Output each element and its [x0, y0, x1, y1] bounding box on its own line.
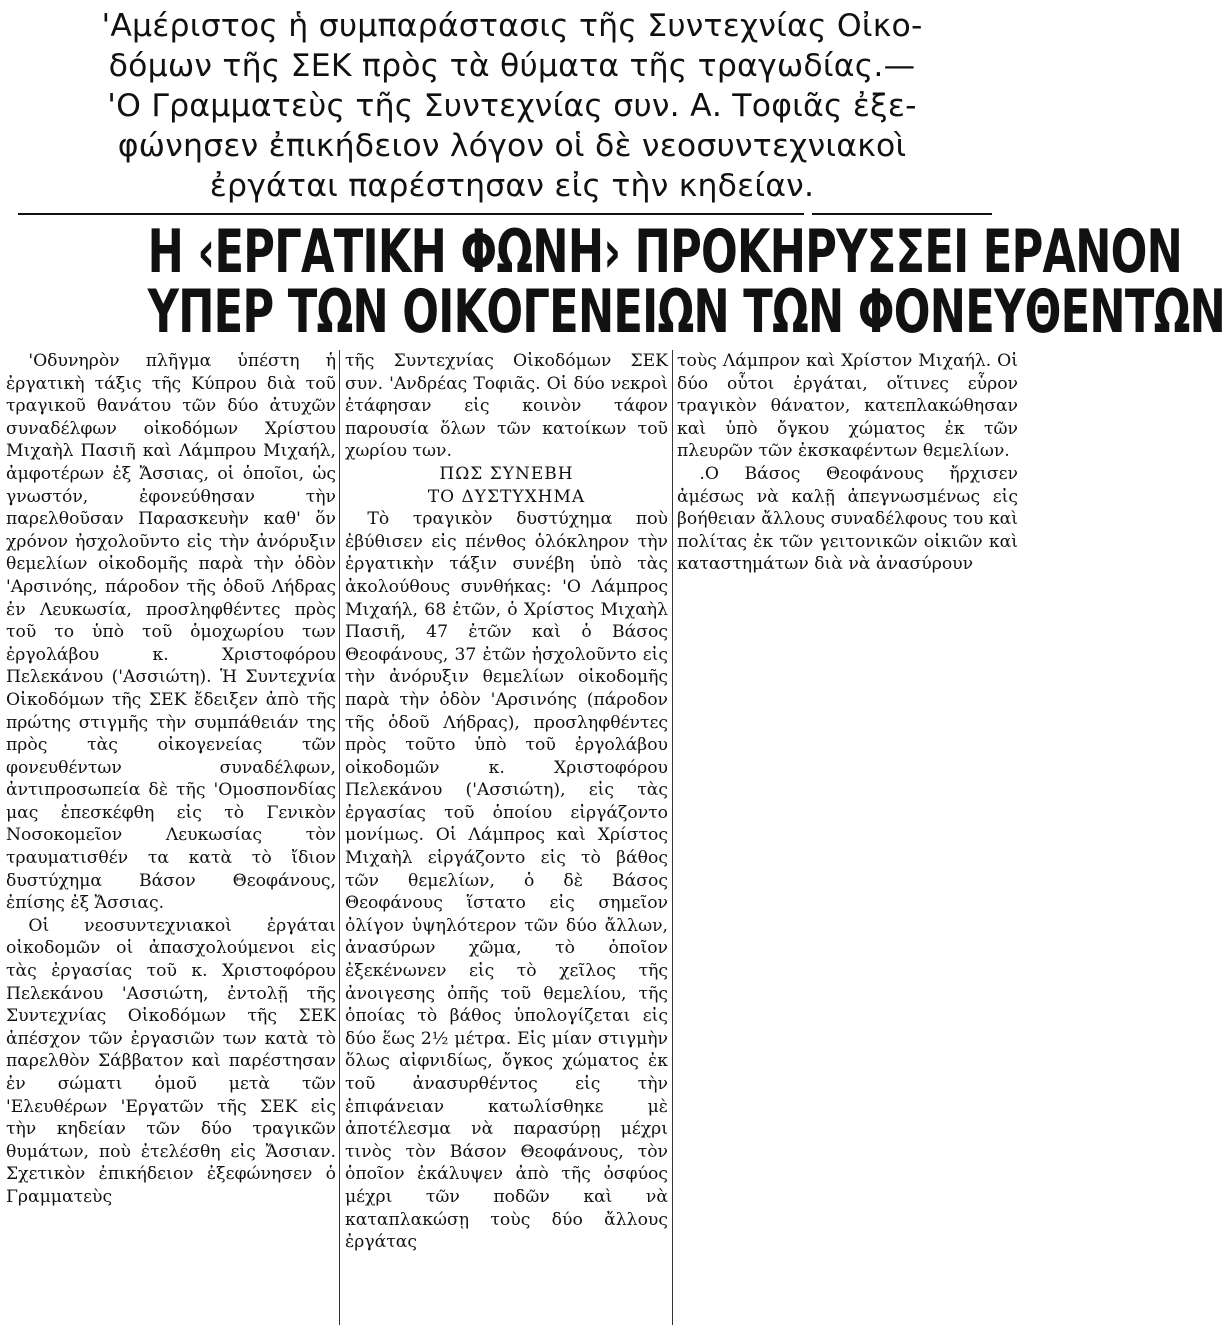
- article-column-3: [677, 350, 1018, 576]
- column-1-paragraph: 'Οδυνηρὸν πλῆγμα ὑπέστη ἡ ἐργατικὴ τάξις τῆς Κύπρου διὰ τοῦ τραγικοῦ θανάτου τῶν δύο ἀτυχῶν συναδέλφων οἰκοδόμων Χρίστου Μιχαὴλ Πασιῆ καὶ Λάμπρου Μιχαήλ, ἀμφοτέρων ἐξ Ἄσσιας, οἱ ὁποῖοι, ὡς γνωστόν, ἐφονεύθησαν τὴν παρελθοῦσαν Παρασκευὴν καθ' ὅν χρόνον ἠσχολοῦντο εἰς τὴν ἀνόρυξιν θεμελίων οἰκοδομῆς παρὰ τὴν ὁδὸν 'Αρσινόης, πάροδον τῆς ὁδοῦ Λήδρας ἐν Λευκωσία, προσληφθέντες πρὸς τοῦ το ὑπὸ τοῦ ὁμοχωρίου των ἐργολάβου κ. Χριστοφόρου Πελεκάνου ('Ασσιώτη). Ἡ Συντεχνία Οἰκοδόμων τῆς ΣΕΚ ἔδειξεν ἀπὸ τῆς πρώτης στιγμῆς τὴν συμπάθειάν της πρὸς τὰς οἰκογενείας τῶν φονευθέντων συναδέλφων, ἀντιπροσωπεία δὲ τῆς 'Ομοσπονδίας μας ἐπεσκέφθη εἰς τὸ Γενικὸν Νοσοκομεῖον Λευκωσίας τὸν τραυματισθέν τα κατὰ τὸ ἴδιον δυστύχημα Βάσον Θεοφάνους, ἐπίσης ἐξ Ἄσσιας.: [6, 351, 336, 914]
- subheading-line-2: ΤΟ ΔΥΣΤΥΧΗΜΑ: [427, 486, 586, 507]
- column-1-paragraph: Οἱ νεοσυντεχνιακοὶ ἐργάται οἰκοδομῶν οἱ ἀπασχολούμενοι εἰς τὰς ἐργασίας τοῦ κ. Χριστοφόρου Πελεκάνου 'Ασσιώτη, ἐντολῇ τῆς Συντεχνίας Οἰκοδόμων τῆς ΣΕΚ ἀπέσχον τῶν ἐργασιῶν των κατὰ τὸ παρελθὸν Σάββατον καὶ παρέστησαν ἐν σώματι ὁμοῦ μετὰ τῶν 'Ελευθέρων 'Εργατῶν τῆς ΣΕΚ εἰς τὴν κηδείαν τῶν δύο τραγικῶν θυμάτων, ποὺ ἐτελέσθη εἰς Ἄσσιαν. Σχετικὸν ἐπικήδειον ἐξεφώνησεν ὁ Γραμματεὺς: [6, 915, 336, 1207]
- lead-line: 'Ο Γραμματεὺς τῆς Συντεχνίας συν. Α. Τοφιᾶς ἐξε-: [107, 88, 917, 124]
- headline: [6, 217, 1225, 347]
- column-2-intro: τῆς Συντεχνίας Οἰκοδόμων ΣΕΚ συν. 'Ανδρέας Τοφιᾶς. Οἱ δύο νεκροὶ ἐτάφησαν εἰς κοινὸν τάφον παρουσία ὅλων τῶν κατοίκων τοῦ χωρίου των.: [345, 351, 668, 462]
- lead-line: ἐργάται παρέστησαν εἰς τὴν κηδείαν.: [209, 168, 815, 204]
- headline-line-1: Η ‹ΕΡΓΑΤΙΚΗ ΦΩΝΗ› ΠΡΟΚΗΡΥΣΣΕΙ ΕΡΑΝΟΝ: [147, 217, 1183, 287]
- article-column-2: [345, 350, 668, 1254]
- column-separator: [672, 350, 673, 1325]
- subheading-line-1: ΠΩΣ ΣΥΝΕΒΗ: [439, 463, 574, 484]
- divider-rule-left: [18, 213, 804, 215]
- column-separator: [339, 350, 340, 1325]
- lead-line: φώνησεν ἐπικήδειον λόγον οἱ δὲ νεοσυντεχνιακοὶ: [117, 128, 907, 164]
- lead-summary: [12, 6, 1012, 206]
- headline-line-2: ΥΠΕΡ ΤΩΝ ΟΙΚΟΓΕΝΕΙΩΝ ΤΩΝ ΦΟΝΕΥΘΕΝΤΩΝ: [147, 277, 1225, 347]
- lead-line: 'Αμέριστος ἡ συμπαράστασις τῆς Συντεχνίας Οἰκο-: [101, 8, 923, 44]
- column-3-paragraph: .Ο Βάσος Θεοφάνους ἤρχισεν ἀμέσως νὰ καλῇ ἀπεγνωσμένως εἰς βοήθειαν ἄλλους συναδέλφους του καὶ πολίτας ἐκ τῶν γειτονικῶν οἰκιῶν καὶ καταστημάτων διὰ νὰ ἀνασύρουν: [677, 463, 1018, 575]
- column-3-paragraph: τοὺς Λάμπρον καὶ Χρίστον Μιχαήλ. Οἱ δύο οὗτοι ἐργάται, οἵτινες εὗρον τραγικὸν θάνατον, κατεπλακώθησαν καὶ ὑπὸ ὄγκου χώματος ἐκ τῶν πλευρῶν τῶν ἐκσκαφέντων θεμελίων.: [677, 351, 1018, 462]
- column-2-paragraph: Τὸ τραγικὸν δυστύχημα ποὺ ἐβύθισεν εἰς πένθος ὁλόκληρον τὴν ἐργατικὴν τάξιν συνέβη ὑπὸ τὰς ἀκολούθους συνθήκας: 'Ο Λάμπρος Μιχαήλ, 68 ἐτῶν, ὁ Χρίστος Μιχαὴλ Πασιῆ, 47 ἐτῶν καὶ ὁ Βάσος Θεοφάνους, 37 ἐτῶν ἠσχολοῦντο εἰς τὴν ἀνόρυξιν θεμελίων οἰκοδομῆς παρὰ τὴν ὁδὸν 'Αρσινόης (πάροδον τῆς ὁδοῦ Λήδρας), προσληφθέντες πρὸς τοῦτο ὑπὸ τοῦ ἐργολάβου οἰκοδομῶν κ. Χριστοφόρου Πελεκάνου ('Ασσιώτη), εἰς τὰς ἐργασίας τοῦ ὁποίου εἰργάζοντο μονίμως. Οἱ Λάμπρος καὶ Χρίστος Μιχαὴλ εἰργάζοντο εἰς τὸ βάθος τῶν θεμελίων, ὁ δὲ Βάσος Θεοφάνους ἵστατο εἰς σημεῖον ὀλίγον ὑψηλότερον τῶν δύο ἄλλων, ἀνασύρων χῶμα, τὸ ὁποῖον ἐξεκένωνεν εἰς τὸ χεῖλος τῆς ἀνοιγεσης ὀπῆς τοῦ θεμελίου, τῆς ὁποίας τὸ βάθος ὑπολογίζεται εἰς δύο ἕως 2½ μέτρα. Εἰς μίαν στιγμὴν ὅλως αἰφνιδίως, ὄγκος χώματος ἐκ τοῦ ἀνασυρθέντος εἰς τὴν ἐπιφάνειαν κατωλίσθηκε μὲ ἀποτέλεσμα νὰ παρασύρῃ μέχρι τινὸς τὸν Βάσον Θεοφάνους, τὸν ὁποῖον ἐκάλυψεν ἀπὸ τῆς ὀσφύος μέχρι τῶν ποδῶν καὶ νὰ καταπλακώσῃ τοὺς δύο ἄλλους ἐργάτας: [345, 509, 668, 1253]
- divider-rule-right: [812, 213, 992, 215]
- article-column-1: [6, 350, 336, 1209]
- lead-line: δόμων τῆς ΣΕΚ πρὸς τὰ θύματα τῆς τραγωδίας.—: [108, 48, 916, 84]
